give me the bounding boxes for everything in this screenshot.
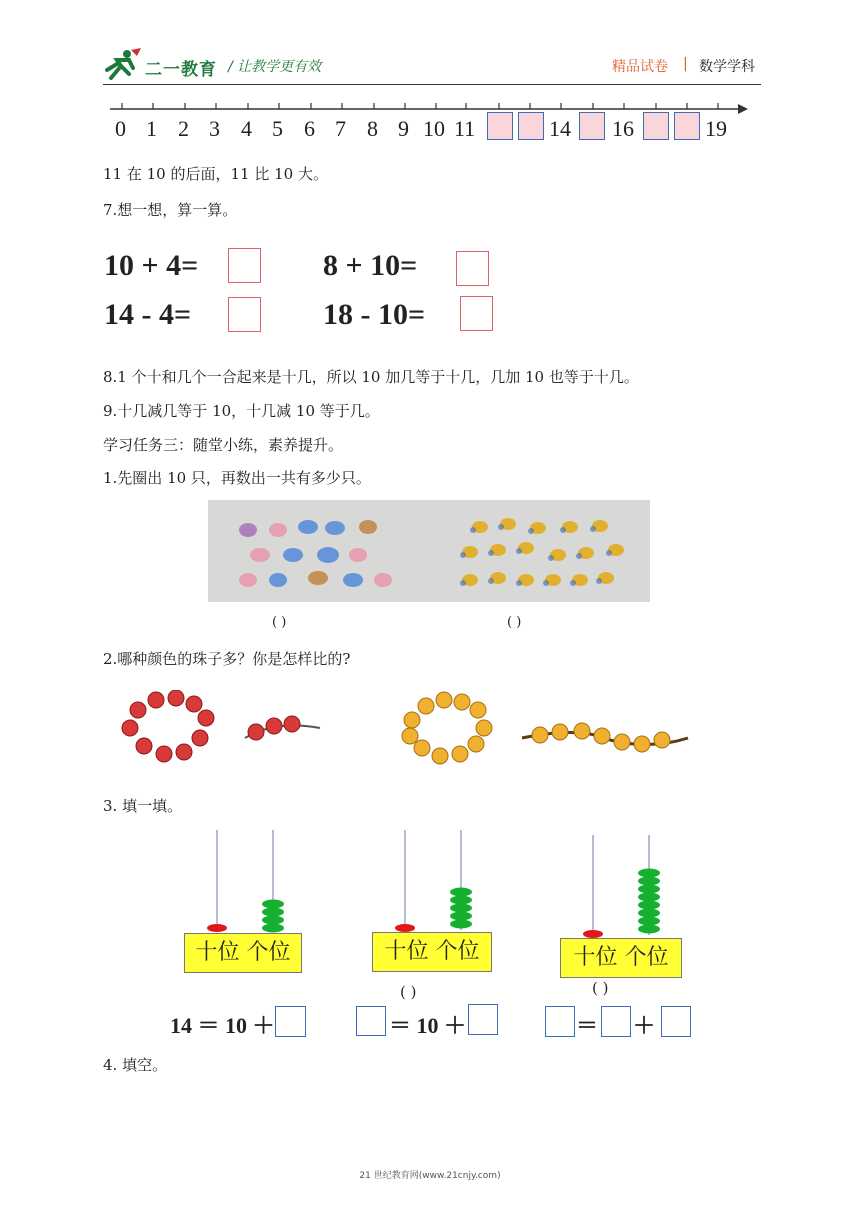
answer-box-eq3-c[interactable]: [661, 1006, 691, 1037]
abacus-rods-3: [560, 835, 680, 940]
place-value-panel-2: [372, 932, 492, 972]
exercise-4: 4. 填空。: [103, 1056, 168, 1074]
tens-label: 十位: [384, 939, 429, 964]
calc-14-minus-4: 14 - 4=: [104, 298, 192, 331]
equation-3-plus: ＋: [633, 1013, 656, 1038]
answer-box-eq2-right[interactable]: [468, 1004, 498, 1035]
equation-2-text: ＝ 10 ＋: [389, 1013, 467, 1038]
tens-label: 十位: [195, 940, 240, 965]
butterflies-bees-photo: [208, 500, 650, 602]
answer-box-12[interactable]: [487, 112, 513, 140]
ones-label: 个位: [624, 945, 669, 970]
nl-label: 19: [705, 116, 727, 141]
answer-box-13[interactable]: [518, 112, 544, 140]
calc-10-plus-4: 10 + 4=: [104, 249, 199, 282]
nl-label: 7: [335, 116, 346, 141]
question-7: 7.想一想，算一算。: [103, 201, 238, 219]
red-bead-string: [248, 716, 300, 740]
nl-label: 8: [367, 116, 378, 141]
yellow-bead-ring: [402, 692, 492, 764]
task-three-heading: 学习任务三：随堂小练，素养提升。: [103, 436, 344, 454]
nl-label: 5: [272, 116, 283, 141]
nl-label: 4: [241, 116, 252, 141]
exercise-2: 2.哪种颜色的珠子多？你是怎样比的?: [103, 650, 351, 668]
answer-paren-abacus-2[interactable]: ( ): [400, 983, 417, 1001]
exercise-3: 3. 填一填。: [103, 797, 183, 815]
equation-1-text: 14 ＝ 10 ＋: [170, 1013, 275, 1038]
abacus-rods-2: [372, 830, 492, 935]
nl-label: 11: [454, 116, 476, 141]
place-value-panel-1: [184, 933, 302, 973]
tens-label: 十位: [573, 945, 618, 970]
slogan: / 让教学更有效: [228, 59, 322, 75]
nl-label: 1: [146, 116, 157, 141]
ones-label: 个位: [435, 939, 480, 964]
answer-paren-bees[interactable]: ( ): [507, 615, 522, 630]
answer-box-calc3[interactable]: [228, 297, 261, 332]
logo-runner-icon: [103, 48, 143, 82]
answer-box-eq3-a[interactable]: [545, 1006, 575, 1037]
nl-label: 2: [178, 116, 189, 141]
answer-box-18[interactable]: [674, 112, 700, 140]
calc-18-minus-10: 18 - 10=: [323, 298, 426, 331]
answer-box-eq1[interactable]: [275, 1006, 306, 1037]
yellow-bead-string: [532, 723, 670, 752]
nl-label: 3: [209, 116, 220, 141]
nl-label: 0: [115, 116, 126, 141]
abacus-rods-1: [184, 830, 304, 935]
nl-label: 10: [423, 116, 445, 141]
statement-8: 8.1 个十和几个一合起来是十几，所以 10 加几等于十几，几加 10 也等于十几。: [103, 368, 639, 386]
brand-name: 二一教育: [145, 60, 217, 80]
answer-box-17[interactable]: [643, 112, 669, 140]
answer-box-eq3-b[interactable]: [601, 1006, 631, 1037]
statement-9: 9.十几减几等于 10，十几减 10 等于几。: [103, 402, 380, 420]
answer-box-calc2[interactable]: [456, 251, 489, 286]
ones-label: 个位: [246, 940, 291, 965]
answer-box-calc4[interactable]: [460, 296, 493, 331]
nl-label: 9: [398, 116, 409, 141]
tag-quality-paper: 精品试卷: [612, 59, 668, 75]
answer-box-15[interactable]: [579, 112, 605, 140]
nl-label: 14: [549, 116, 571, 141]
answer-box-eq2-left[interactable]: [356, 1006, 386, 1036]
header-separator: |: [683, 56, 688, 72]
nl-label: 6: [304, 116, 315, 141]
answer-paren-butterflies[interactable]: ( ): [272, 615, 287, 630]
place-value-panel-3: [560, 938, 682, 978]
footer-source: 21 世纪教育网(www.21cnjy.com): [359, 1171, 501, 1181]
header-rule: [103, 84, 761, 85]
nl-label: 16: [612, 116, 634, 141]
beads-illustration: [110, 690, 710, 770]
answer-paren-abacus-3[interactable]: ( ): [592, 979, 609, 997]
calc-8-plus-10: 8 + 10=: [323, 249, 418, 282]
tag-subject: 数学学科: [699, 59, 755, 75]
red-bead-ring: [122, 690, 214, 762]
equation-3-equals: ＝: [576, 1013, 599, 1038]
exercise-1: 1.先圈出 10 只，再数出一共有多少只。: [103, 469, 371, 487]
statement-11: 11 在 10 的后面，11 比 10 大。: [103, 165, 328, 183]
answer-box-calc1[interactable]: [228, 248, 261, 283]
